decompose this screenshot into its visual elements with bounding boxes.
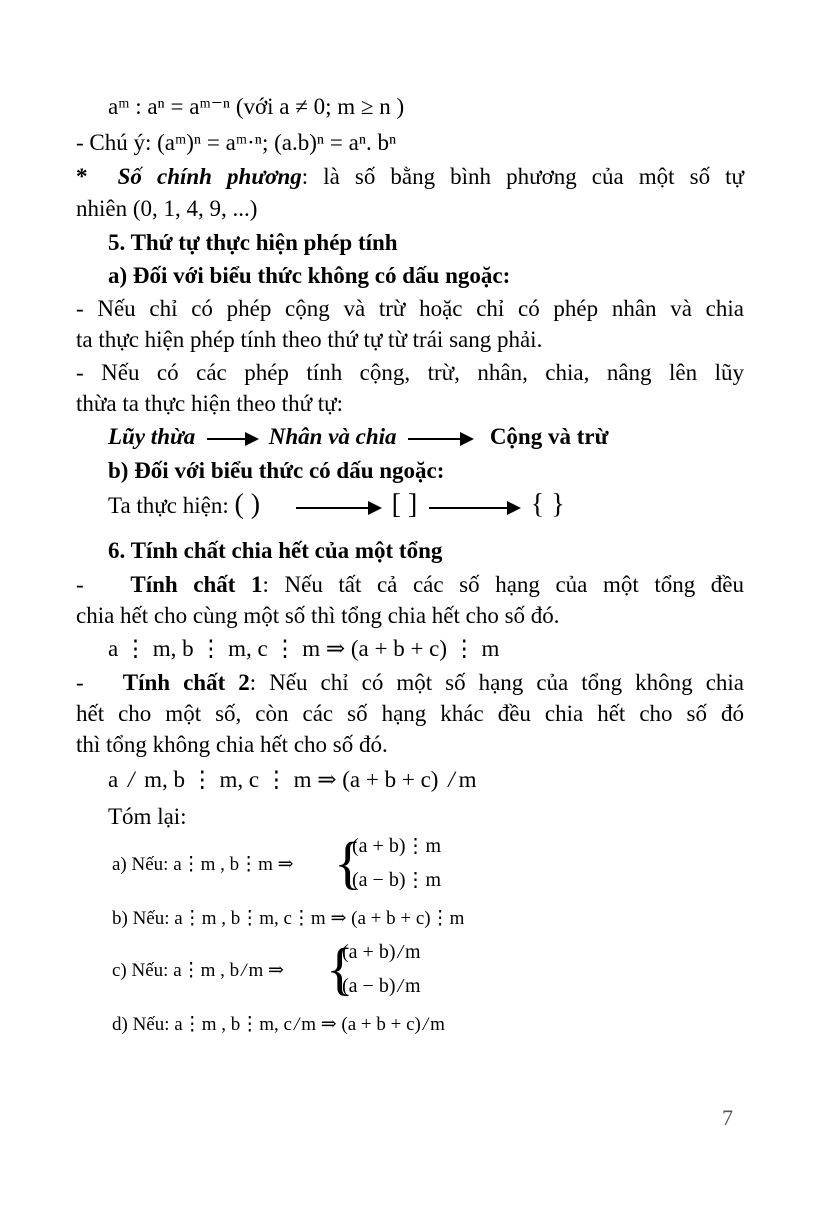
property-2-line-2: hết cho một số, còn các số hạng khác đều chia hết cho số đó [76,701,744,726]
property-2-formula: a / m, b ⋮ m, c ⋮ m ⇒ (a + b + c) / m [108,767,477,792]
operation-order: Lũy thừa Nhân và chia Cộng và trừ [108,424,609,449]
arrow-right-icon [408,438,472,440]
square-number-examples: nhiên (0, 1, 4, 9, ...) [76,196,258,221]
arrow-right-icon [296,507,380,509]
note-powers: - Chú ý: (aᵐ)ⁿ = aᵐ·ⁿ; (a.b)ⁿ = aⁿ. bⁿ [76,130,397,155]
brace-icon: { [326,936,354,1001]
formula-quotient-powers: aᵐ : aⁿ = aᵐ⁻ⁿ (với a ≠ 0; m ≥ n ) [108,94,405,119]
bracket-order: Ta thực hiện: ( ) [ ] { } [108,489,565,520]
summary-a-premise: a) Nếu: a⋮m , b⋮m ⇒ [112,854,294,875]
section-heading-5: 5. Thứ tự thực hiện phép tính [108,230,398,255]
paragraph-rule-1-line-2: ta thực hiện phép tính theo thứ tự từ trái sang phải. [76,327,543,352]
property-2-line-1: - Tính chất 2: Nếu chỉ có một số hạng của tổng không chia [76,670,744,695]
paragraph-rule-2-line-2: thừa ta thực hiện theo thứ tự: [76,391,344,416]
arrow-right-icon [207,438,257,440]
property-1-line-2: chia hết cho cùng một số thì tổng chia hết cho số đó. [76,603,560,628]
subheading-5b: b) Đối với biểu thức có dấu ngoặc: [108,458,445,483]
page-number: 7 [722,1105,733,1130]
subheading-5a: a) Đối với biểu thức không có dấu ngoặc: [108,263,511,288]
summary-c-result-1: (a + b) / m [342,941,421,963]
property-2-line-3: thì tổng không chia hết cho số đó. [76,732,388,757]
arrow-right-icon [429,507,519,509]
property-1-line-1: - Tính chất 1: Nếu tất cả các số hạng của một tổng đều [76,572,745,597]
summary-a-result-2: (a − b)⋮m [352,869,442,891]
paragraph-rule-2-line-1: - Nếu có các phép tính cộng, trừ, nhân, chia, nâng lên lũy [76,360,744,385]
summary-a-result-1: (a + b)⋮m [352,835,442,857]
paragraph-rule-1-line-1: - Nếu chỉ có phép cộng và trừ hoặc chỉ có phép nhân và chia [76,296,744,321]
summary-d: d) Nếu: a⋮m , b⋮m, c / m ⇒ (a + b + c) / m [112,1014,445,1035]
summary-label: Tóm lại: [108,804,187,829]
summary-c-premise: c) Nếu: a⋮m , b / m ⇒ [112,960,284,981]
summary-c-result-2: (a − b) / m [342,975,421,997]
section-heading-6: 6. Tính chất chia hết của một tổng [108,538,443,563]
brace-icon: { [334,830,362,895]
property-1-formula: a ⋮ m, b ⋮ m, c ⋮ m ⇒ (a + b + c) ⋮ m [108,636,500,661]
summary-b: b) Nếu: a⋮m , b⋮m, c⋮m ⇒ (a + b + c)⋮m [112,908,465,929]
square-number-definition: * Số chính phương: là số bằng bình phương của một số tự [76,164,745,189]
